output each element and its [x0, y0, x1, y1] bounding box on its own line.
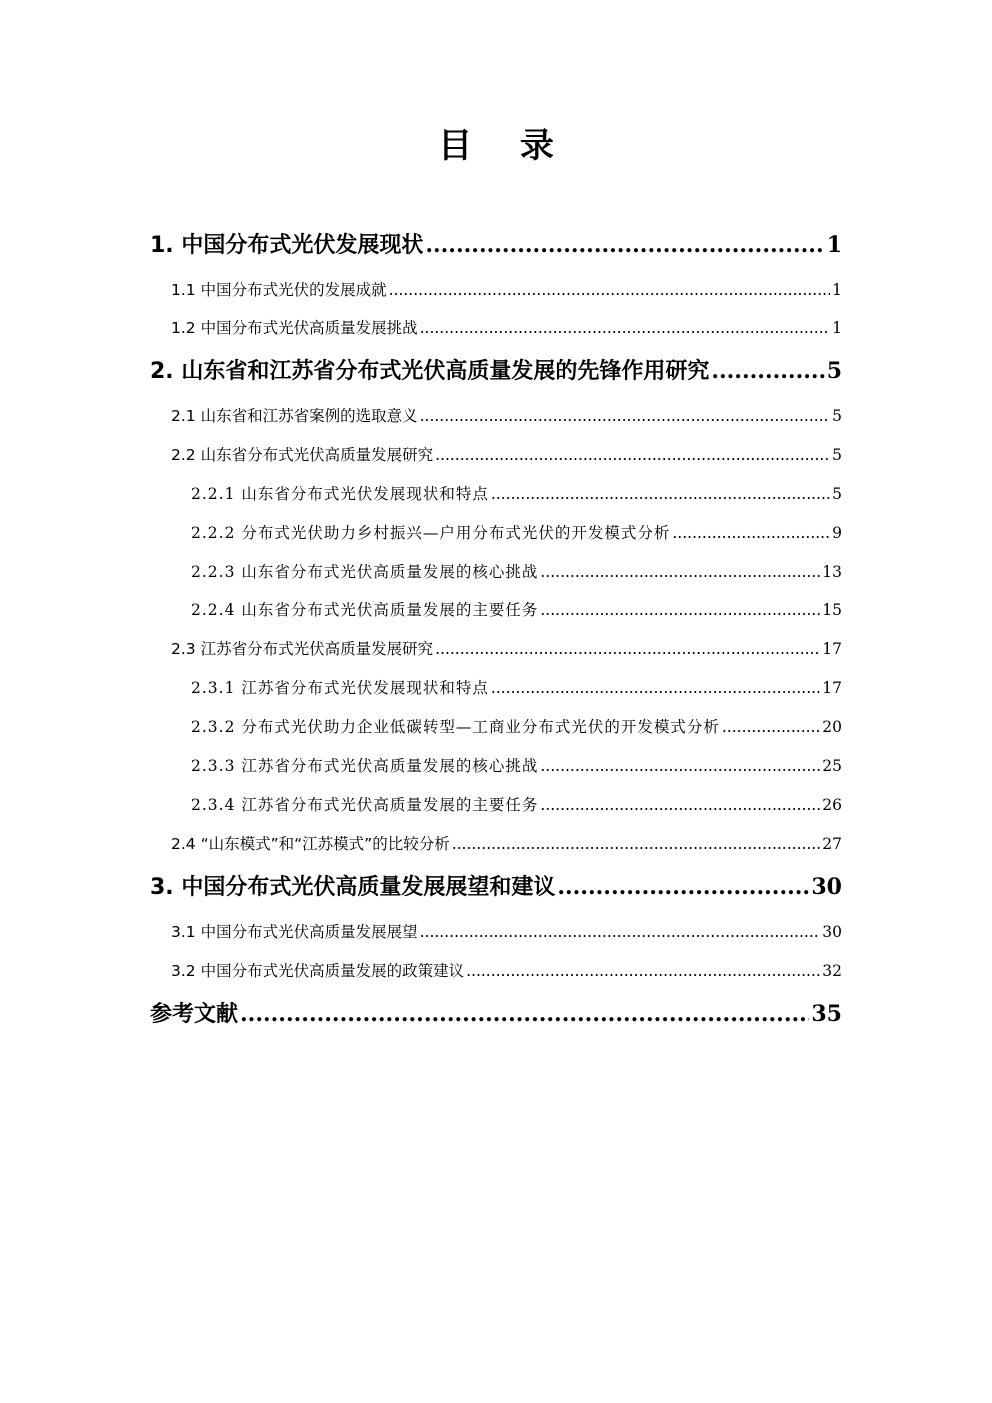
toc-entry-label: 2.3.1 江苏省分布式光伏发展现状和特点 [191, 679, 489, 697]
toc-entry-2-3-4[interactable] [191, 793, 842, 815]
toc-leader [420, 319, 831, 337]
toc-entry-page: 30 [822, 923, 842, 941]
toc-entry-2-2-3[interactable] [191, 560, 842, 582]
toc-entry-3-2[interactable] [171, 959, 842, 981]
toc-entry-page: 27 [822, 835, 842, 853]
toc-entry-2-1[interactable] [171, 404, 842, 426]
toc-entry-label: 1. 中国分布式光伏发展现状 [150, 233, 424, 258]
toc-entry-label: 2.2 山东省分布式光伏高质量发展研究 [171, 446, 434, 464]
toc-leader [420, 923, 821, 941]
toc-entry-label: 2.2.4 山东省分布式光伏高质量发展的主要任务 [191, 601, 539, 619]
toc-entry-page: 35 [811, 1001, 842, 1027]
toc-entry-3-1[interactable] [171, 920, 842, 942]
toc-entry-label: 2.2.1 山东省分布式光伏发展现状和特点 [191, 485, 489, 503]
toc-entry-page: 5 [832, 446, 842, 464]
toc-entry-page: 30 [811, 874, 842, 900]
toc-entry-2[interactable] [150, 354, 842, 385]
toc-leader [389, 281, 831, 299]
toc-entry-label: 3.2 中国分布式光伏高质量发展的政策建议 [171, 962, 465, 980]
page-title: 目 录 [438, 126, 572, 166]
toc-leader [420, 407, 831, 425]
toc-entry-page: 5 [826, 358, 842, 384]
toc-entry-2-4[interactable] [171, 832, 842, 854]
toc-entry-page: 5 [832, 485, 842, 503]
toc-entry-label: 3. 中国分布式光伏高质量发展展望和建议 [150, 875, 556, 900]
toc-entry-page: 1 [832, 319, 842, 337]
toc-leader [672, 524, 830, 542]
toc-entry-2-2[interactable] [171, 443, 842, 465]
toc-entry-1-1[interactable] [171, 278, 842, 300]
toc-entry-label: 2.3.3 江苏省分布式光伏高质量发展的核心挑战 [191, 757, 539, 775]
toc-entry-1[interactable] [150, 228, 842, 259]
toc-leader [491, 485, 830, 503]
toc-leader [540, 757, 820, 775]
toc-leader [722, 718, 820, 736]
toc-entry-2-2-1[interactable] [191, 482, 842, 504]
toc-entry-page: 1 [832, 281, 842, 299]
toc-entry-2-3-2[interactable] [191, 715, 842, 737]
toc-entry-label: 2.3.4 江苏省分布式光伏高质量发展的主要任务 [191, 796, 539, 814]
toc-leader [557, 874, 809, 900]
toc-leader [240, 1001, 809, 1027]
toc-leader [435, 640, 820, 658]
toc-entry-page: 5 [832, 407, 842, 425]
toc-entry-2-3[interactable] [171, 637, 842, 659]
toc-entry-page: 13 [822, 563, 842, 581]
toc-entry-label: 2.2.2 分布式光伏助力乡村振兴—户用分布式光伏的开发模式分析 [191, 524, 671, 542]
toc-entry-page: 32 [822, 962, 842, 980]
toc-entry-references[interactable] [150, 997, 842, 1028]
toc-entry-page: 17 [822, 640, 842, 658]
toc-leader [540, 796, 820, 814]
toc-entry-page: 17 [822, 679, 842, 697]
toc-entry-label: 1.1 中国分布式光伏的发展成就 [171, 281, 387, 299]
toc-entry-label: 2.4 “山东模式”和“江苏模式”的比较分析 [171, 835, 450, 853]
toc-entry-2-3-1[interactable] [191, 676, 842, 698]
toc-leader [466, 962, 820, 980]
toc-entry-page: 26 [822, 796, 842, 814]
toc-entry-label: 2.3.2 分布式光伏助力企业低碳转型—工商业分布式光伏的开发模式分析 [191, 718, 720, 736]
toc-entry-label: 2.3 江苏省分布式光伏高质量发展研究 [171, 640, 434, 658]
toc-entry-3[interactable] [150, 870, 842, 901]
toc-leader [491, 679, 820, 697]
toc-entry-2-2-4[interactable] [191, 598, 842, 620]
toc-entry-page: 25 [822, 757, 842, 775]
toc-entry-page: 20 [822, 718, 842, 736]
toc-leader [711, 358, 824, 384]
toc-leader [540, 563, 820, 581]
toc-entry-1-2[interactable] [171, 316, 842, 338]
toc-entry-label: 3.1 中国分布式光伏高质量发展展望 [171, 923, 418, 941]
toc-leader [435, 446, 830, 464]
toc-entry-page: 15 [822, 601, 842, 619]
toc-leader [452, 835, 821, 853]
toc-entry-label: 参考文献 [150, 1002, 239, 1027]
toc-entry-page: 1 [826, 232, 842, 258]
toc-entry-2-2-2[interactable] [191, 521, 842, 543]
toc-leader [425, 232, 824, 258]
toc-leader [540, 601, 820, 619]
toc-entry-label: 2. 山东省和江苏省分布式光伏高质量发展的先锋作用研究 [150, 359, 710, 384]
toc-entry-page: 9 [832, 524, 842, 542]
toc-entry-label: 1.2 中国分布式光伏高质量发展挑战 [171, 319, 418, 337]
toc-entry-label: 2.2.3 山东省分布式光伏高质量发展的核心挑战 [191, 563, 539, 581]
toc-entry-2-3-3[interactable] [191, 754, 842, 776]
toc-entry-label: 2.1 山东省和江苏省案例的选取意义 [171, 407, 418, 425]
